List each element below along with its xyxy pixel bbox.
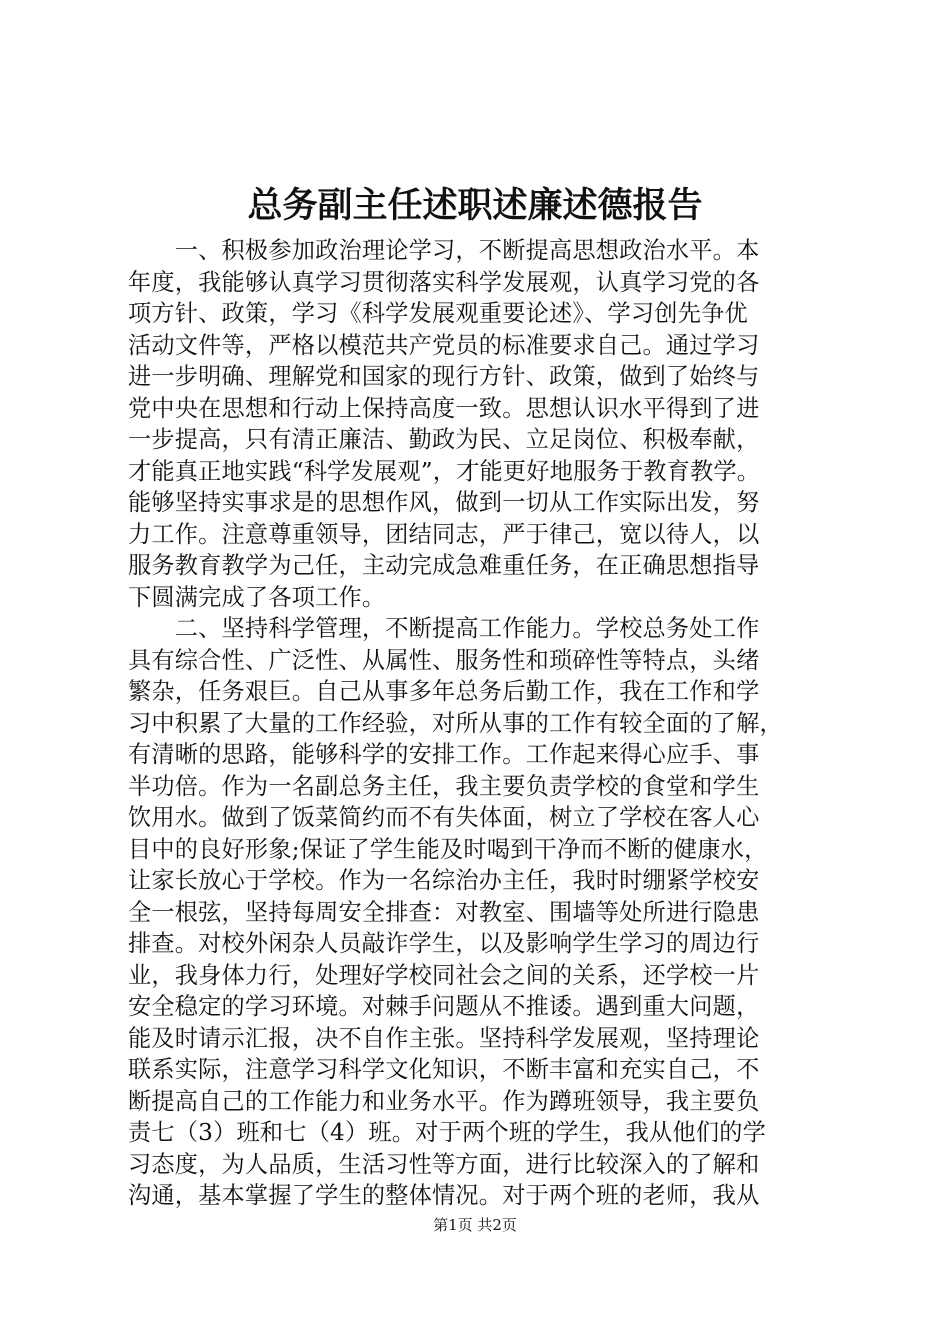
text-line: 一步提高，只有清正廉洁、勤政为民、立足岗位、积极奉献， [128, 426, 760, 453]
text-line: 项方针、政策，学习《科学发展观重要论述》、学习创先争优 [128, 300, 748, 327]
text-line: 才能真正地实践“科学发展观”，才能更好地服务于教育教学。 [128, 457, 761, 485]
text-line: 能及时请示汇报，决不自作主张。坚持科学发展观，坚持理论 [128, 1024, 760, 1052]
text-line: 目中的良好形象;保证了学生能及时喝到干净而不断的健康水， [128, 835, 768, 863]
text-line: 断提高自己的工作能力和业务水平。作为蹲班领导，我主要负 [128, 1087, 760, 1115]
text-line: 业，我身体力行，处理好学校同社会之间的关系，还学校一片 [128, 961, 760, 989]
text-line: 习态度，为人品质，生活习性等方面，进行比较深入的了解和 [128, 1150, 760, 1178]
text-line: 全一根弦，坚持每周安全排查：对教室、围墙等处所进行隐患 [128, 898, 760, 926]
text-line: 力工作。注意尊重领导，团结同志，严于律己，宽以待人，以 [128, 520, 760, 548]
text-line: 安全稳定的学习环境。对棘手问题从不推诿。遇到重大问题， [128, 993, 760, 1020]
document-body [128, 235, 838, 1212]
text-line: 排查。对校外闲杂人员敲诈学生，以及影响学生学习的周边行 [128, 930, 760, 957]
text-line: 让家长放心于学校。作为一名综治办主任，我时时绷紧学校安 [128, 867, 760, 894]
text-line: 联系实际，注意学习科学文化知识，不断丰富和充实自己，不 [128, 1056, 760, 1083]
text-line: 活动文件等，严格以模范共产党员的标准要求自己。通过学习 [128, 331, 760, 359]
text-line: 习中积累了大量的工作经验，对所从事的工作有较全面的了解， [128, 709, 783, 737]
text-line: 党中央在思想和行动上保持高度一致。思想认识水平得到了进 [128, 394, 760, 422]
text-line: 有清晰的思路，能够科学的安排工作。工作起来得心应手、事 [128, 741, 760, 768]
text-line: 繁杂，任务艰巨。自己从事多年总务后勤工作，我在工作和学 [128, 678, 760, 705]
text-line: 服务教育教学为己任，主动完成急难重任务，在正确思想指导 [128, 552, 760, 579]
text-line: 责七（3）班和七（4）班。对于两个班的学生，我从他们的学 [128, 1119, 766, 1146]
text-line: 饮用水。做到了饭菜简约而不有失体面，树立了学校在客人心 [128, 804, 760, 831]
text-line: 下圆满完成了各项工作。 [128, 583, 386, 611]
text-line: 具有综合性、广泛性、从属性、服务性和琐碎性等特点，头绪 [128, 646, 760, 674]
text-line: 一、积极参加政治理论学习，不断提高思想政治水平。本 [128, 237, 760, 264]
text-line: 年度，我能够认真学习贯彻落实科学发展观，认真学习党的各 [128, 268, 760, 296]
text-line: 能够坚持实事求是的思想作风，做到一切从工作实际出发，努 [128, 489, 760, 516]
text-line: 沟通，基本掌握了学生的整体情况。对于两个班的老师，我从 [128, 1182, 760, 1209]
text-line: 二、坚持科学管理，不断提高工作能力。学校总务处工作 [128, 615, 760, 642]
text-line: 进一步明确、理解党和国家的现行方针、政策，做到了始终与 [128, 363, 760, 390]
paragraph-2 [128, 613, 838, 1212]
text-line: 半功倍。作为一名副总务主任，我主要负责学校的食堂和学生 [128, 772, 760, 800]
page-footer: 第1页 共2页 [433, 1216, 517, 1234]
paragraph-1 [128, 235, 838, 613]
document-title: 总务副主任述职述廉述德报告 [247, 185, 703, 226]
